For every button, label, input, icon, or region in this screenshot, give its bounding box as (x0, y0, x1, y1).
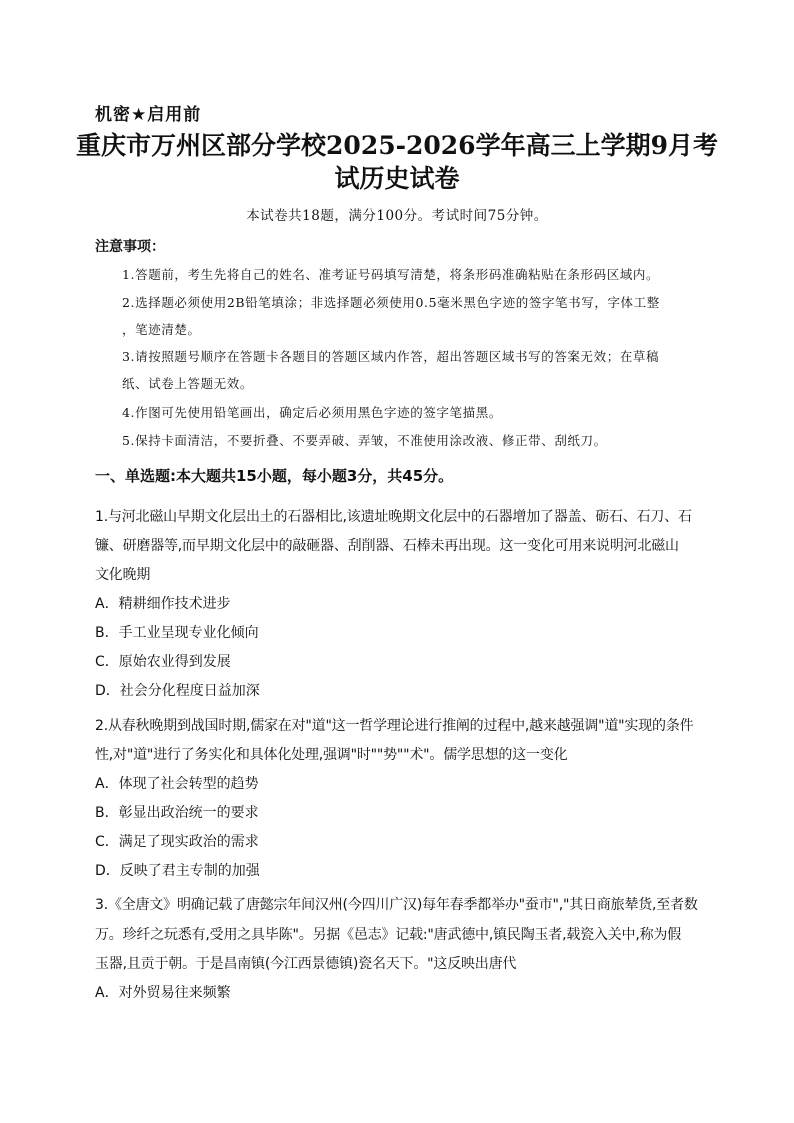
question-3-line: 3.《全唐文》明确记载了唐懿宗年间汉州(今四川广汉)每年春季都举办"蚕市","其日商旅辇货,至者数 (95, 897, 698, 913)
question-1-option-a: A．精耕细作技术进步 (95, 596, 231, 612)
question-3-line: 万。珍纤之玩悉有,受用之具毕陈"。另据《邑志》记载:"唐武德中,镇民陶玉者,载瓷入关中,称为假 (95, 927, 681, 943)
notice-line: 3.请按照题号顺序在答题卡各题目的答题区域内作答，超出答题区域书写的答案无效；在草稿 (122, 349, 660, 364)
question-1-line: 1.与河北磁山早期文化层出土的石器相比,该遗址晚期文化层中的石器增加了器盖、砺石、石刀、石 (95, 509, 692, 525)
question-2-option-a: A．体现了社会转型的趋势 (95, 776, 259, 792)
notice-line: 1.答题前，考生先将自己的姓名、准考证号码填写清楚，将条形码准确粘贴在条形码区域内。 (122, 267, 660, 282)
question-3-line: 玉器,且贡于朝。于是昌南镇(今江西景德镇)瓷名天下。"这反映出唐代 (95, 956, 517, 972)
notice-heading: 注意事项： (95, 239, 165, 255)
question-1-option-c: C．原始农业得到发展 (95, 654, 231, 670)
page-title-line2: 试历史试卷 (334, 164, 460, 193)
question-2-option-b: B．彰显出政治统一的要求 (95, 805, 259, 821)
question-2-line: 2.从春秋晚期到战国时期,儒家在对"道"这一哲学理论进行推阐的过程中,越来越强调"道"实现的条件 (95, 718, 694, 734)
question-1-option-b: B．手工业呈现专业化倾向 (95, 625, 259, 641)
question-1-line: 文化晚期 (95, 567, 151, 583)
notice-line: 4.作图可先使用铅笔画出，确定后必须用黑色字迹的签字笔描黑。 (122, 405, 502, 420)
question-3-option-a: A．对外贸易往来频繁 (95, 985, 231, 1001)
secret-label: 机密★启用前 (95, 105, 202, 125)
question-2-option-c: C．满足了现实政治的需求 (95, 834, 259, 850)
section-heading: 一、单选题:本大题共15小题，每小题3分，共45分。 (95, 467, 454, 485)
notice-line: ，笔迹清楚。 (122, 322, 201, 337)
notice-line: 5.保持卡面清洁，不要折叠、不要弄破、弄皱，不准使用涂改液、修正带、刮纸刀。 (122, 433, 607, 448)
question-1-option-d: D．社会分化程度日益加深 (95, 683, 260, 699)
notice-line: 2.选择题必须使用2B铅笔填涂；非选择题必须使用0.5毫米黑色字迹的签字笔书写，字体工整 (122, 295, 660, 310)
question-1-line: 镰、研磨器等,而早期文化层中的敲砸器、刮削器、石棒未再出现。这一变化可用来说明河北磁山 (95, 538, 679, 554)
exam-info: 本试卷共18题，满分100分。考试时间75分钟。 (246, 208, 548, 224)
question-2-line: 性,对"道"进行了务实化和具体化处理,强调"时""势""术"。儒学思想的这一变化 (95, 747, 568, 763)
question-2-option-d: D．反映了君主专制的加强 (95, 863, 260, 879)
notice-line: 纸、试卷上答题无效。 (122, 376, 254, 391)
page-title-line1: 重庆市万州区部分学校2025-2026学年高三上学期9月考 (76, 131, 718, 160)
